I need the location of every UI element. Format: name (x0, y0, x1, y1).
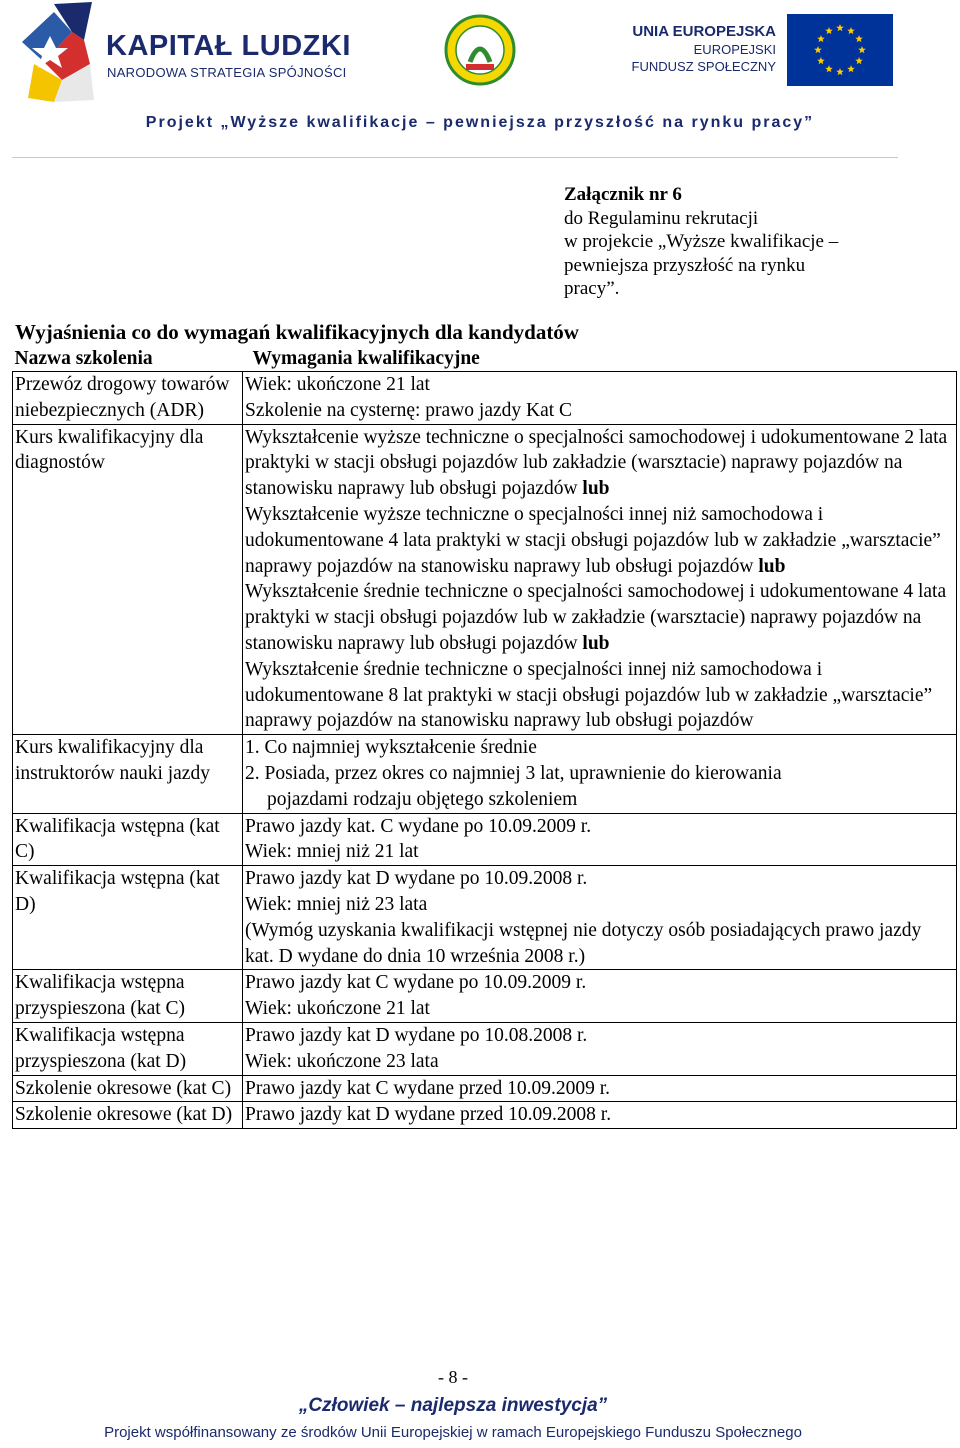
course-name: Kwalifikacja wstępna (kat C) (13, 813, 243, 866)
column-header-requirements: Wymagania kwalifikacyjne (243, 346, 957, 372)
requirement-text: Wykształcenie średnie techniczne o specjalności samochodowej i udokumentowane 4 lata praktyki w stacji obsługi pojazdów lub w zakładzie (warsztacie) naprawy pojazdów na stanowisku naprawy lub obsługi pojazdów (245, 581, 947, 654)
page-number: - 8 - (438, 1367, 468, 1387)
course-name: Szkolenie okresowe (kat C) (13, 1075, 243, 1102)
course-requirements (243, 970, 957, 1023)
header-divider (12, 157, 898, 158)
requirement-line: 1. Co najmniej wykształcenie średnie (245, 737, 537, 759)
course-name: Kwalifikacja wstępna przyspieszona (kat D) (13, 1022, 243, 1075)
course-requirements (243, 1022, 957, 1075)
or-connector: lub (758, 555, 786, 577)
project-title: Projekt „Wyższe kwalifikacje – pewniejsza przyszłość na rynku pracy” (145, 114, 815, 131)
or-connector: lub (582, 632, 610, 654)
table-header-row (13, 346, 957, 372)
document-heading: Wyjaśnienia co do wymagań kwalifikacyjnych dla kandydatów (15, 320, 579, 344)
requirement-option (245, 657, 954, 734)
table-row (13, 1102, 957, 1129)
annex-line-4: pracy”. (564, 278, 620, 299)
requirement-text: Wykształcenie wyższe techniczne o specjalności samochodowej i udokumentowane 2 lata praktyki w stacji obsługi pojazdów lub zakładzie (warsztacie) naprawy pojazdów na stanowisku naprawy lub obsługi pojazdów (245, 426, 948, 500)
table-row (13, 1022, 957, 1075)
requirement-option (245, 502, 954, 579)
requirement-line: 2. Posiada, przez okres co najmniej 3 lat, uprawnienie do kierowania (245, 762, 782, 784)
table-row (13, 735, 957, 813)
table-row (13, 813, 957, 866)
or-connector: lub (582, 478, 610, 500)
eu-flag-icon (787, 14, 893, 86)
requirement-line: Prawo jazdy kat. C wydane po 10.09.2009 r. (245, 815, 592, 837)
course-requirements (243, 372, 957, 425)
requirement-line: Prawo jazdy kat C wydane po 10.09.2009 r. (245, 972, 587, 994)
course-name: Kwalifikacja wstępna przyspieszona (kat C) (13, 970, 243, 1023)
column-header-name: Nazwa szkolenia (13, 346, 243, 372)
course-requirements (243, 813, 957, 866)
requirement-line: (Wymóg uzyskania kwalifikacji wstępnej nie dotyczy osób posiadających prawo jazdy kat. D wydane do dnia 10 września 2008 r.) (245, 919, 922, 967)
requirement-line: Wiek: mniej niż 21 lat (245, 841, 419, 863)
annex-line-3: pewniejsza przyszłość na rynku (564, 254, 806, 276)
course-requirements (243, 1075, 957, 1102)
course-name: Kurs kwalifikacyjny dla diagnostów (13, 424, 243, 735)
requirement-line: Wiek: mniej niż 23 lata (245, 893, 428, 915)
eu-line-2: EUROPEJSKI (693, 42, 776, 57)
table-row (13, 372, 957, 425)
requirement-line: Szkolenie na cysternę: prawo jazdy Kat C (245, 399, 573, 421)
table-row (13, 970, 957, 1023)
requirement-line: Prawo jazdy kat D wydane przed 10.09.2008 r. (245, 1104, 612, 1126)
annex-line-1: do Regulaminu rekrutacji (564, 207, 759, 229)
course-name: Kwalifikacja wstępna (kat D) (13, 866, 243, 970)
table-row (13, 424, 957, 735)
eu-line-1: UNIA EUROPEJSKA (632, 23, 776, 40)
course-requirements (243, 424, 957, 735)
cofinance-note: Projekt współfinansowany ze środków Unii Europejskiej w ramach Europejskiego Funduszu Społecznego (104, 1424, 802, 1441)
requirements-table (12, 346, 957, 1129)
annex-title: Załącznik nr 6 (564, 184, 682, 205)
course-requirements (243, 1102, 957, 1129)
course-name: Szkolenie okresowe (kat D) (13, 1102, 243, 1129)
page-header (0, 0, 960, 160)
requirement-option (245, 579, 954, 656)
requirement-line: Prawo jazdy kat C wydane przed 10.09.2009 r. (245, 1077, 610, 1099)
course-requirements (243, 866, 957, 970)
kapital-ludzki-title: KAPITAŁ LUDZKI (106, 30, 351, 62)
requirement-text: Wykształcenie średnie techniczne o specjalności innej niż samochodowa i udokumentowane 8 lat praktyki w stacji obsługi pojazdów lub w zakładzie „warsztacie” naprawy pojazdów na stanowisku naprawy lub obsługi pojazdów (245, 658, 933, 732)
table-row (13, 1075, 957, 1102)
eu-text-block (626, 22, 776, 75)
requirement-option (245, 425, 954, 502)
requirement-text: Wykształcenie wyższe techniczne o specjalności innej niż samochodowa i udokumentowane 4 lata praktyki w stacji obsługi pojazdów lub w zakładzie „warsztacie” naprawy pojazdów na stanowisku naprawy lub obsługi pojazdów (245, 503, 941, 577)
requirement-line: Wiek: ukończone 21 lat (245, 998, 430, 1020)
requirement-line: Wiek: ukończone 23 lata (245, 1050, 439, 1072)
table-row (13, 866, 957, 970)
footer-slogan: „Człowiek – najlepsza inwestycja” (298, 1395, 608, 1416)
course-requirements (243, 735, 957, 813)
requirement-line: Wiek: ukończone 21 lat (245, 374, 430, 395)
kapital-ludzki-subtitle: NARODOWA STRATEGIA SPÓJNOŚCI (107, 65, 347, 80)
course-name: Przewóz drogowy towarów niebezpiecznych (ADR) (13, 372, 243, 425)
traffic-center-seal (444, 12, 516, 88)
requirement-line: Prawo jazdy kat D wydane po 10.08.2008 r. (245, 1024, 588, 1046)
eu-line-3: FUNDUSZ SPOŁECZNY (631, 59, 776, 74)
requirement-line: pojazdami rodzaju objętego szkoleniem (267, 788, 578, 810)
requirement-line: Prawo jazdy kat D wydane po 10.09.2008 r. (245, 868, 588, 890)
annex-note (564, 183, 894, 301)
course-name: Kurs kwalifikacyjny dla instruktorów nauki jazdy (13, 735, 243, 813)
annex-line-2: w projekcie „Wyższe kwalifikacje – (564, 231, 839, 252)
